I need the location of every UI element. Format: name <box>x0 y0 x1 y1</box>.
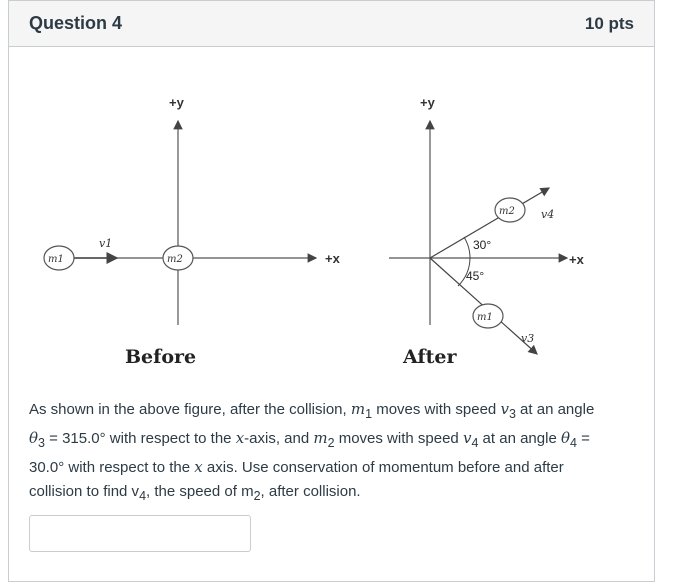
before-y-label: +y <box>169 95 184 110</box>
prompt-x: x <box>235 429 245 447</box>
prompt-v4b-sub: 4 <box>139 489 147 503</box>
prompt-text: moves with speed <box>334 430 463 447</box>
before-mass1 <box>44 246 74 270</box>
prompt-theta4: θ <box>560 429 570 447</box>
prompt-m1-sub: 1 <box>365 407 373 421</box>
after-mass2-label: m2 <box>499 206 515 217</box>
after-mass1 <box>473 304 503 328</box>
prompt-v4: v <box>462 429 472 447</box>
question-card <box>8 0 655 582</box>
prompt-text: = 315.0° with respect to the <box>44 430 236 447</box>
after-y-label: +y <box>420 95 435 110</box>
after-v3-label: v3 <box>521 332 535 345</box>
prompt-text: axis. Use conservation of momentum before and after <box>202 459 564 476</box>
prompt-text: -axis, and <box>244 430 314 447</box>
prompt-theta3-sub: 3 <box>38 436 45 450</box>
prompt-text: , the speed of m <box>146 483 254 500</box>
prompt-theta4-sub: 4 <box>570 436 577 450</box>
before-label: Before <box>125 346 197 368</box>
after-x-label: +x <box>569 252 584 267</box>
prompt-m1: m <box>350 400 366 418</box>
after-angle-upper: 30° <box>473 238 492 252</box>
before-diagram <box>44 95 341 368</box>
prompt-v3-sub: 3 <box>508 407 516 421</box>
prompt-m2b-sub: 2 <box>253 489 261 503</box>
before-mass2-label: m2 <box>167 254 183 265</box>
after-mass2 <box>495 198 525 222</box>
before-velocity-label: v1 <box>99 237 113 250</box>
question-points: 10 pts <box>584 13 634 33</box>
question-header <box>9 1 654 47</box>
before-mass1-label: m1 <box>48 254 64 265</box>
prompt-v3: v <box>500 400 509 418</box>
prompt-v4-sub: 4 <box>471 436 479 450</box>
after-diagram <box>389 95 585 368</box>
prompt-m2-sub: 2 <box>327 436 335 450</box>
prompt-text: , after collision. <box>260 483 361 500</box>
after-mass1-label: m1 <box>477 312 493 323</box>
question-title: Question 4 <box>29 13 123 33</box>
prompt-text: at an angle <box>515 401 595 418</box>
question-prompt <box>29 397 639 508</box>
after-label: After <box>403 346 457 368</box>
prompt-text: As shown in the above figure, after the collision, <box>29 401 351 418</box>
collision-figure <box>33 81 593 381</box>
prompt-text: 30.0° with respect to the <box>29 459 195 476</box>
after-angle-arc-upper <box>464 237 470 258</box>
before-mass2 <box>163 246 193 270</box>
answer-input[interactable] <box>29 515 251 552</box>
after-angle-lower: 45° <box>466 269 485 283</box>
before-x-label: +x <box>325 251 340 266</box>
prompt-m2: m <box>313 429 328 447</box>
prompt-theta3: θ <box>29 429 39 447</box>
prompt-text: moves with speed <box>372 401 501 418</box>
prompt-x2: x <box>194 458 203 476</box>
prompt-text: = <box>576 430 590 447</box>
prompt-text: at an angle <box>478 430 561 447</box>
after-v4-label: v4 <box>541 208 555 221</box>
prompt-text: collision to find v <box>29 483 140 500</box>
